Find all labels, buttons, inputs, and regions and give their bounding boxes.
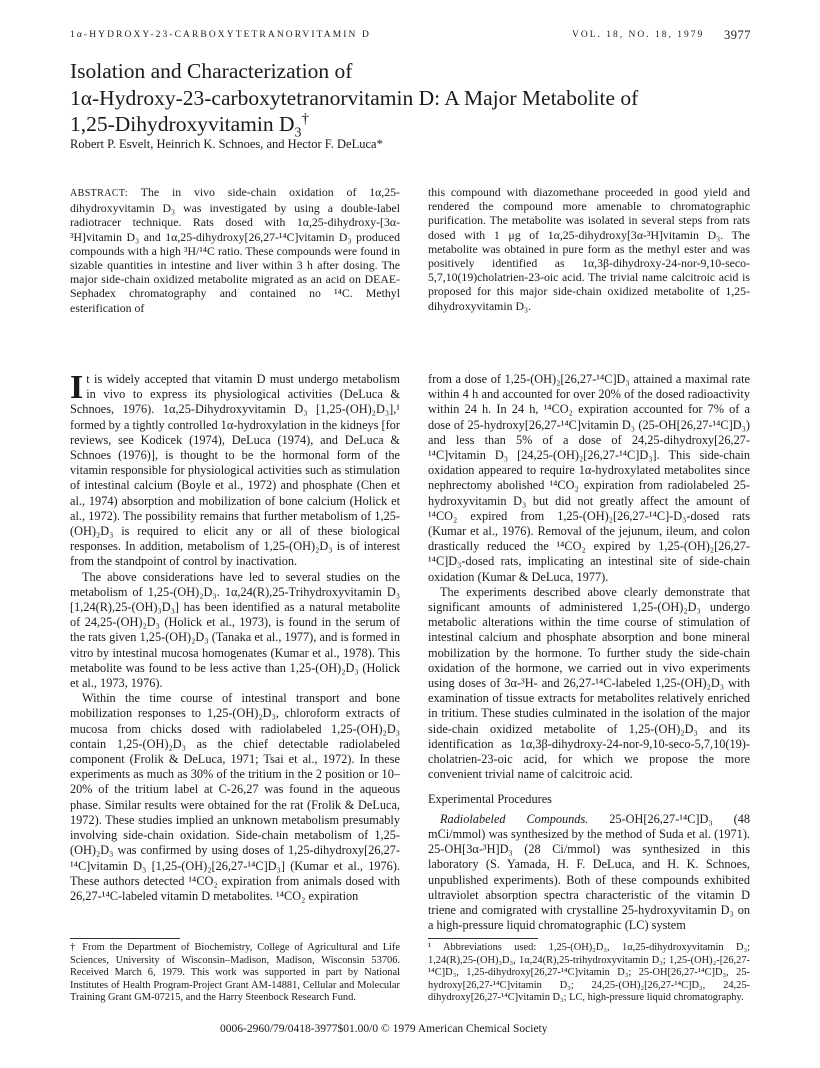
subsection-heading: Radiolabeled Compounds.	[440, 811, 589, 826]
intro-paragraph-3: Within the time course of intestinal transport and bone mobilization responses to 1,25-(OH)₂D₃, chloroform extracts of mucosa from chicks dosed with radiolabeled 1,25-(OH)₂D₃ contain 1,25-(OH)₂D₃ as the chief detectable radiolabeled component (Frolik & DeLuca, 1971; Tsai et al., 1972). In these experiments as much as 30% of the tritium in the 2 position or 10–20% of the tritium label at C-26,27 was found in the aqueous phase. Similar results were obtained for the rat (Frolik & DeLuca, 1972). These studies implied an unknown metabolism presumably involving side-chain oxidation. Side-chain metabolism of 1,25-(OH)₂D₃ was confirmed by using doses of 1,25-dihydroxy[26,27-¹⁴C]vitamin D₃ [1,25-(OH)₂[26,27-¹⁴C]D₃] (Kumar et al., 1976). These authors detected ¹⁴CO₂ expiration from animals dosed with 26,27-¹⁴C-labeled vitamin D metabolites. ¹⁴CO₂ expiration	[70, 691, 400, 903]
copyright-line: 0006-2960/79/0418-3977$01.00/0 © 1979 American Chemical Society	[220, 1023, 548, 1035]
abstract-label: ABSTRACT:	[70, 188, 129, 199]
title-line-3: 1,25-Dihydroxyvitamin $D_3^\dagger$	[70, 110, 310, 141]
abbreviations-footnote: ¹ Abbreviations used: 1,25-(OH)₂D₃, 1α,25-dihydroxyvitamin D₃; 1,24(R),25-(OH)₃D₃, 1α,24(R),25-trihydroxyvitamin D₃; 1,25-(OH)₂-[26,27-¹⁴C]D₃, 1,25-dihydroxy[26,27-¹⁴C]vitamin D₃; 25-OH[26,27-¹⁴C]D₃, 25-hydroxy[26,27-¹⁴C]vitamin D₃; 24,25-(OH)₂[26,27-¹⁴C]D₃, 24,25-dihydroxy[26,27-¹⁴C]vitamin D₃; LC, high-pressure liquid chromatography.	[428, 942, 750, 1004]
author-list: Robert P. Esvelt, Heinrich K. Schnoes, and Hector F. DeLuca*	[70, 137, 383, 151]
abstract-right-column	[428, 185, 750, 313]
volume-info: VOL. 18, NO. 18, 1979	[572, 30, 705, 40]
methods-paragraph-1: 25-OH[26,27-¹⁴C]D₃ (48 mCi/mmol) was synthesized by the method of Suda et al. (1971). 25-OH[3α-³H]D₃ (28 Ci/mmol) was synthesized in this laboratory (S. Yamada, H. F. DeLuca, and H. K. Schnoes, unpublished experiments). Both of these compounds exhibited ultraviolet absorption spectra characteristic of the vitamin D triene and comigrated with crystalline 25-hydroxyvitamin D₃ on a high-pressure liquid chromatographic (LC) system	[428, 811, 751, 933]
intro-paragraph-4: from a dose of 1,25-(OH)₂[26,27-¹⁴C]D₃ attained a maximal rate within 4 h and accounted for over 20% of the dosed radioactivity within 24 h. In 24 h, ¹⁴CO₂ expiration accounted for 7% of a dose of 25-hydroxy[26,27-¹⁴C]vitamin D₃ (25-OH[26,27-¹⁴C]D₃) and less than 5% of a dose of 24,25-dihydroxy[26,27-¹⁴C]vitamin D₃ [24,25-(OH)₂[26,27-¹⁴C]D₃]. This side-chain oxidation appeared to require 1α-hydroxylated metabolites since nephrectomy abolished ¹⁴CO₂ expiration from radiolabeled 25-hydroxyvitamin D₃ but did not greatly affect the amount of ¹⁴CO₂ expired from 1,25-(OH)₂[26,27-¹⁴C]-D₃-dosed rats (Kumar et al., 1976). Removal of the jejunum, ileum, and colon drastically reduced the ¹⁴CO₂ expired by 1,25-(OH)₂[26,27-¹⁴C]D₃-dosed rats, implicating an intestinal site of side-chain oxidation (Kumar & DeLuca, 1977).	[428, 372, 750, 584]
section-heading: Experimental Procedures	[428, 792, 552, 807]
title-line-2: 1α-Hydroxy-23-carboxytetranorvitamin D: A Major Metabolite of	[70, 85, 639, 110]
body-left-column	[70, 369, 400, 904]
abstract-text-right: this compound with diazomethane proceeded in good yield and rendered the compound more amenable to chromatographic purification. The metabolite was isolated in several steps from rats dosed with 1 μg of 1α,25-dihydroxy[3α-³H]vitamin D₃. The metabolite was obtained in pure form as the methyl ester and was positively identified as 1α,3β-dihydroxy-24-nor-9,10-seco-5,7,10(19)cholatrien-23-oic acid. The trivial name calcitroic acid is proposed for this major side-chain oxidized metabolite of 1,25-dihydroxyvitamin D₃.	[428, 185, 750, 313]
abstract-left-column	[70, 185, 400, 315]
affiliation-footnote: † From the Department of Biochemistry, College of Agricultural and Life Sciences, University of Wisconsin–Madison, Madison, Wisconsin 53706. Received March 6, 1979. This work was supported in part by National Institutes of Health Program-Project Grant AM-14881, Cellular and Molecular Training Grant GM-07215, and the Harry Steenbock Research Fund.	[70, 942, 400, 1004]
article-title	[70, 58, 760, 141]
title-line-3-text: 1,25-Dihydroxyvitamin D	[70, 112, 295, 136]
drop-cap: I	[70, 369, 84, 406]
intro-paragraph-1: t is widely accepted that vitamin D must undergo metabolism in vivo to express its physiological activities (DeLuca & Schnoes, 1976). 1α,25-Dihydroxyvitamin D₃ [1,25-(OH)₂D₃],¹ formed by a tightly controlled 1α-hydroxylation in the kidneys [for reviews, see Kodicek (1974), DeLuca (1974), and DeLuca & Schnoes (1976)], is thought to be the hormonal form of the vitamin responsible for physiological activities such as stimulation of intestinal calcium (Boyle et al., 1972) and phosphate (Chen et al., 1974) absorption and mobilization of bone calcium (Holick et al., 1972). The possibility remains that further metabolism of 1,25-(OH)₂D₃ is required to elicit any or all of these biological responses. In addition, metabolism of 1,25-(OH)₂D₃ is of interest from the standpoint of control by inactivation.	[70, 372, 400, 569]
intro-paragraph-2: The above considerations have led to several studies on the metabolism of 1,25-(OH)₂D₃. 1α,24(R),25-Trihydroxyvitamin D₃ [1,24(R),25-(OH)₃D₃] has been identified as a natural metabolite of 24,25-(OH)₂D₃ (Holick et al., 1973), is found in the serum of the rats given 1,25-(OH)₂D₃ (Tanaka et al., 1977), and is formed in vitro by intestinal mucosa homogenates (Kumar et al., 1978). This metabolite was found to be less active than 1,25-(OH)₂D₃ (Holick et al., 1973, 1976).	[70, 569, 400, 691]
title-line-1: Isolation and Characterization of	[70, 59, 353, 83]
abstract-text-left: The in vivo side-chain oxidation of 1α,25-dihydroxyvitamin D₃ was investigated by using a double-label radiotracer technique. Rats dosed with 1α,25-dihydroxy-[3α-³H]vitamin D₃ and 1α,25-dihydroxy[26,27-¹⁴C]vitamin D₃ produced compounds with a high ³H/¹⁴C ratio. These compounds were found in sizable quantities in intestine and liver within 3 h after dosing. The major side-chain oxidized metabolite migrated as an acid on DEAE-Sephadex chromatography and contained no ¹⁴C. Methyl esterification of	[70, 185, 400, 315]
running-title: 1α-HYDROXY-23-CARBOXYTETRANORVITAMIN D	[70, 30, 371, 40]
footnote-divider-left	[70, 938, 180, 939]
intro-paragraph-5: The experiments described above clearly demonstrate that significant amounts of administered 1,25-(OH)₂D₃ undergo metabolic alterations within the time course of stimulation of intestinal calcium and phosphate absorption and bone mineral mobilization by the hormone. To further study the side-chain oxidation of the hormone, we carried out in vivo experiments using doses of 3α-³H- and 26,27-¹⁴C-labeled 1,25-(OH)₂D₃ with examination of tissue extracts for metabolites relatively enriched in tritium. These studies culminated in the isolation of the major side-chain oxidized metabolite of 1,25-(OH)₂D₃ and its identification as 1α,3β-dihydroxy-24-nor-9,10-seco-5,7,10(19)-cholatrien-23-oic acid, for which we propose the more convenient trivial name of calcitroic acid.	[428, 584, 750, 782]
footnote-divider-right	[428, 938, 538, 939]
page-number: 3977	[724, 28, 751, 42]
body-right-column	[428, 372, 750, 933]
